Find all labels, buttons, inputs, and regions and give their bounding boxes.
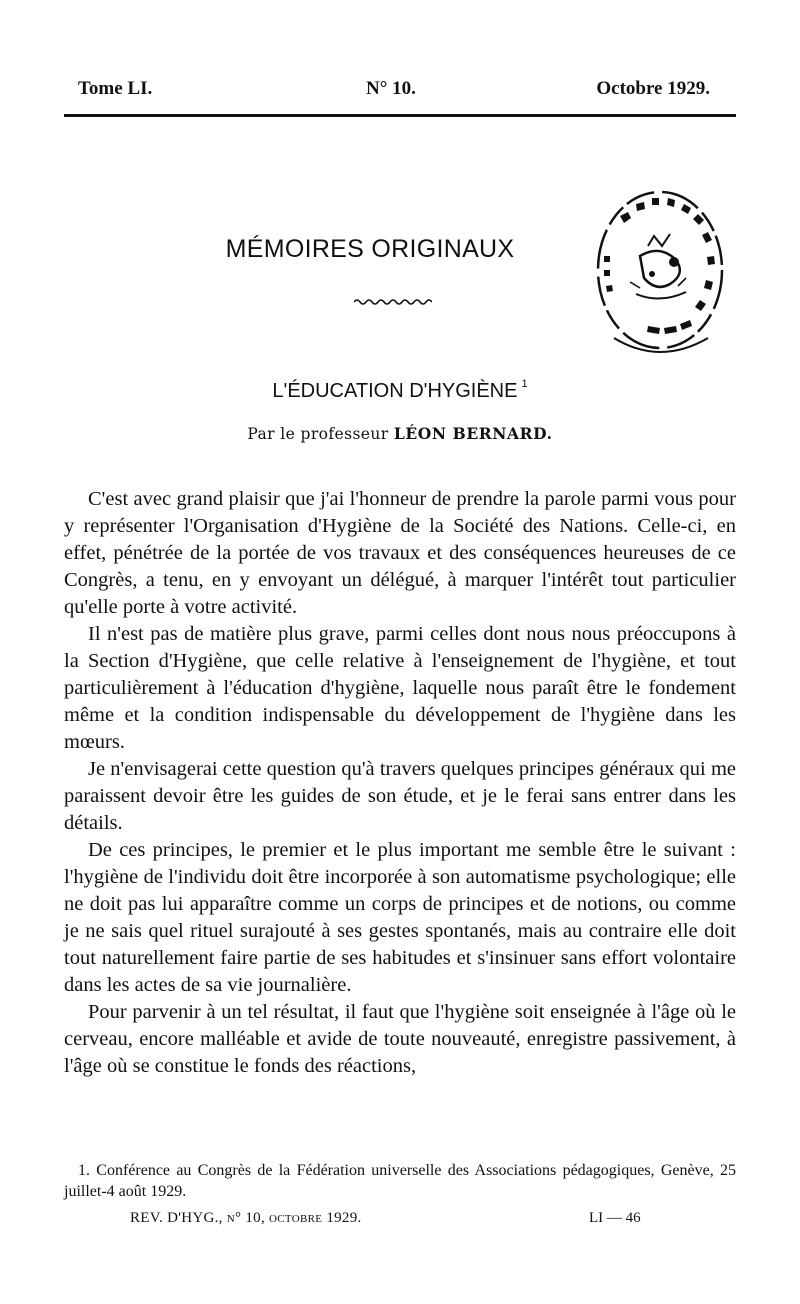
running-header (78, 78, 710, 104)
article-title (160, 380, 640, 403)
header-rule (64, 114, 736, 117)
paragraph: Pour parvenir à un tel résultat, il faut que l'hygiène soit enseignée à l'âge où le cerveau, encore malléable et avide de toute nouveauté, enregistre passivement, à l'âge où se constitue le fonds des réactions, (64, 1001, 736, 1077)
paragraph: Il n'est pas de matière plus grave, parmi celles dont nous nous préoccupons à la Section d'Hygiène, que celle relative à l'enseignement de l'hygiène, et tout particulièrement à l'éducation d'hygiène, laquelle nous paraît être le fondement même et la condition indispensable du développement de l'hygiène dans les mœurs. (64, 623, 736, 753)
paragraph: C'est avec grand plaisir que j'ai l'honneur de prendre la parole parmi vous pour y représenter l'Organisation d'Hygiène de la Société des Nations. Celle-ci, en effet, pénétrée de la portée de vos travaux et des conséquences heureuses de ce Congrès, a tenu, en y envoyant un délégué, à marquer l'intérêt tout particulier qu'elle porte à votre activité. (64, 488, 736, 618)
library-stamp (590, 186, 730, 366)
volume-number: Tome LI. (78, 78, 153, 99)
footnote-marker[interactable]: 1 (521, 378, 528, 391)
article-body (64, 486, 736, 1080)
ornament-divider (354, 298, 432, 306)
footnote (64, 1160, 736, 1202)
byline (120, 424, 680, 443)
paragraph: De ces principes, le premier et le plus important me semble être le suivant : l'hygiène de l'individu doit être incorporée à son automatisme psychologique; elle ne doit pas lui apparaître comme un corps de principes et de notions, ou comme je ne sais quel rituel surajouté à ses gestes spontanés, mais au contraire elle doit tout naturellement faire partie de ses habitudes et s'insinuer sans effort volontaire dans les actes de sa vie journalière. (64, 839, 736, 996)
issue-number: N° 10. (366, 78, 416, 99)
journal-citation: REV. D'HYG., n° 10, octobre 1929. (130, 1210, 362, 1226)
author-name: LÉON BERNARD. (393, 424, 553, 443)
paragraph: Je n'envisagerai cette question qu'à travers quelques principes généraux qui me paraissent devoir être les guides de son étude, et je le ferai sans entrer dans les détails. (64, 758, 736, 834)
byline-prefix: Par le professeur (247, 425, 389, 443)
page-footer (64, 1210, 736, 1230)
article-title-text: L'ÉDUCATION D'HYGIÈNE (272, 380, 518, 402)
page-reference: LI — 46 (589, 1210, 641, 1226)
section-title: MÉMOIRES ORIGINAUX (225, 235, 515, 263)
footnote-text: 1. Conférence au Congrès de la Fédération universelle des Associations pédagogiques, Genève, 25 juillet-4 août 1929. (64, 1162, 736, 1200)
issue-date: Octobre 1929. (596, 78, 710, 99)
